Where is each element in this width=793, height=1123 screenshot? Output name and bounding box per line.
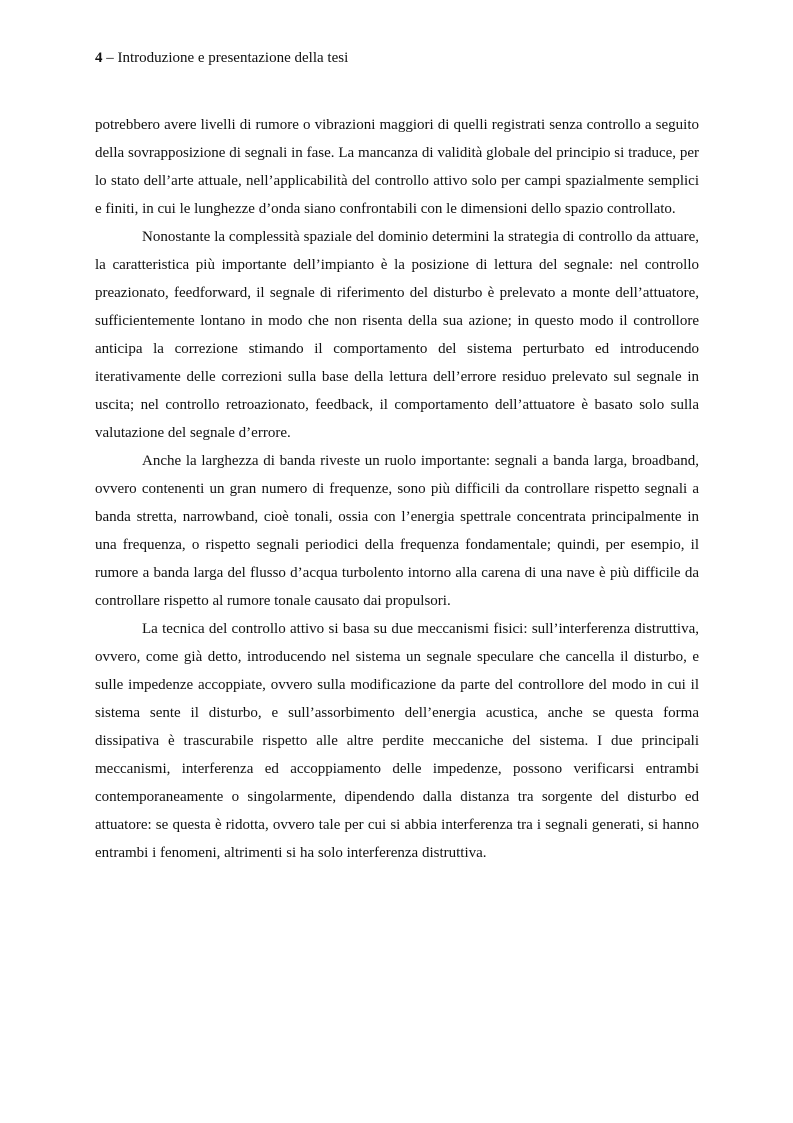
paragraph-continuation: potrebbero avere livelli di rumore o vibrazioni maggiori di quelli registrati senza controllo a seguito della sovrapposizione di segnali in fase. La mancanza di validità globale del principio si traduce, per lo stato dell’arte attuale, nell’applicabilità del controllo attivo solo per campi spazialmente semplici e finiti, in cui le lunghezze d’onda siano confrontabili con le dimensioni dello spazio controllato. [95, 117, 699, 217]
running-header [95, 49, 348, 67]
paragraph: Nonostante la complessità spaziale del dominio determini la strategia di controllo da attuare, la caratteristica più importante dell’impianto è la posizione di lettura del segnale: nel controllo preazionato, feedforward, il segnale di riferimento del disturbo è prelevato a monte dell’attuatore, sufficientemente lontano in modo che non risenta della sua azione; in questo modo il controllore anticipa la correzione stimando il comportamento del sistema perturbato ed introducendo iterativamente delle correzioni sulla base della lettura dell’errore residuo prelevato sul segnale in uscita; nel controllo retroazionato, feedback, il comportamento dell’attuatore è basato solo sulla valutazione del segnale d’errore. [95, 229, 699, 441]
page-number: 4 [95, 50, 103, 66]
paragraph: Anche la larghezza di banda riveste un ruolo importante: segnali a banda larga, broadband, ovvero contenenti un gran numero di frequenze, sono più difficili da controllare rispetto segnali a banda stretta, narrowband, cioè tonali, ossia con l’energia spettrale concentrata principalmente in una frequenza, o rispetto segnali periodici della frequenza fondamentale; quindi, per esempio, il rumore a banda larga del flusso d’acqua turbolento intorno alla carena di una nave è più difficile da controllare rispetto al rumore tonale causato dai propulsori. [95, 453, 699, 609]
header-separator: – [102, 50, 118, 66]
chapter-title: Introduzione e presentazione della tesi [117, 50, 349, 66]
paragraph: La tecnica del controllo attivo si basa su due meccanismi fisici: sull’interferenza distruttiva, ovvero, come già detto, introducendo nel sistema un segnale speculare che cancella il disturbo, e sulle impedenze accoppiate, ovvero sulla modificazione da parte del controllore del modo in cui il sistema sente il disturbo, e sull’assorbimento dell’energia acustica, anche se questa forma dissipativa è trascurabile rispetto alle altre perdite meccaniche del sistema. I due principali meccanismi, interferenza ed accoppiamento delle impedenze, possono verificarsi entrambi contemporaneamente o singolarmente, dipendendo dalla distanza tra sorgente del disturbo ed attuatore: se questa è ridotta, ovvero tale per cui si abbia interferenza tra i segnali generati, si hanno entrambi i fenomeni, altrimenti si ha solo interferenza distruttiva. [95, 621, 699, 861]
body-text [95, 111, 699, 867]
